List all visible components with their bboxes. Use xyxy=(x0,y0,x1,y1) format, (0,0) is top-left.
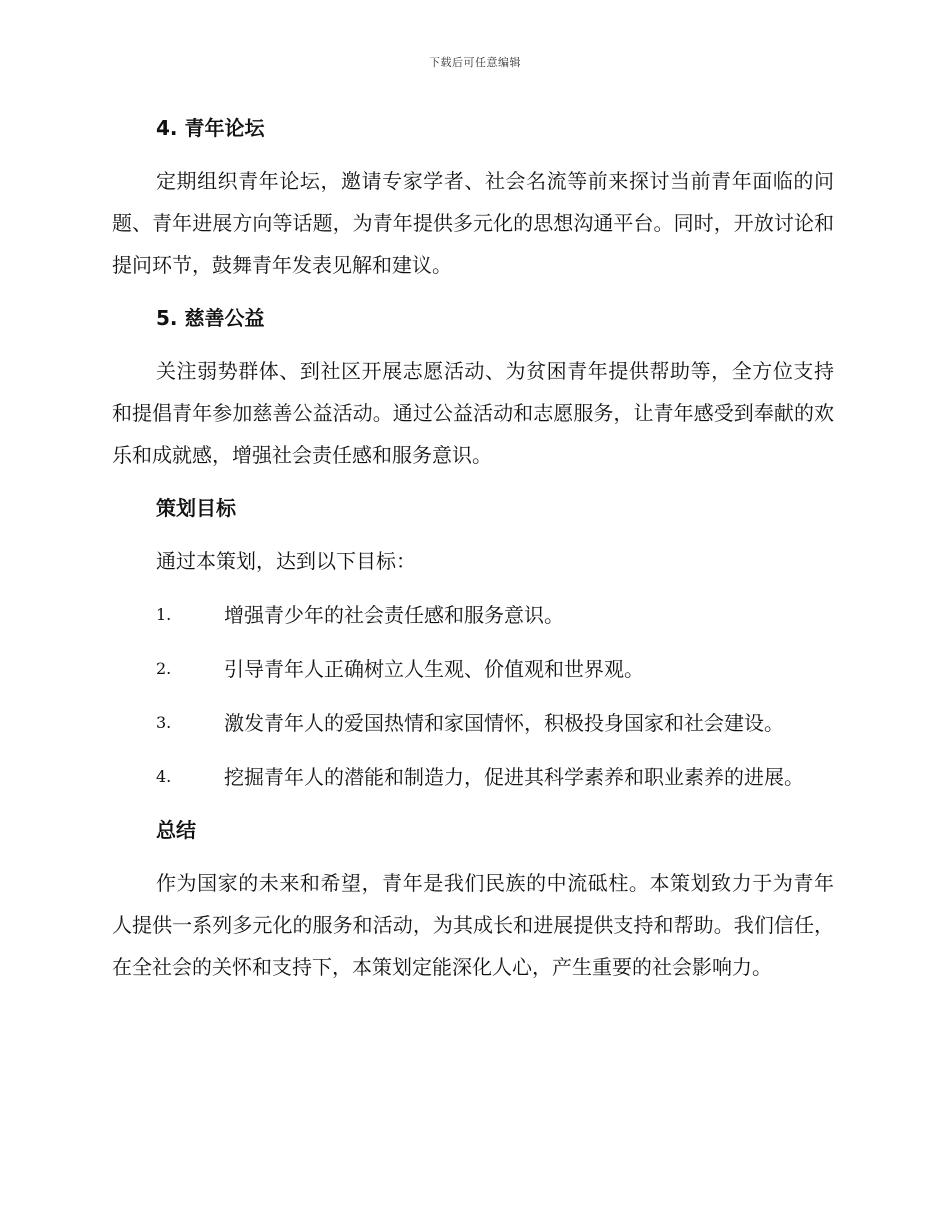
goal-number: 3. xyxy=(156,713,172,732)
goal-text: 挖掘青年人的潜能和制造力，促进其科学素养和职业素养的进展。 xyxy=(224,765,804,789)
goal-text: 增强青少年的社会责任感和服务意识。 xyxy=(224,603,564,627)
goal-number: 2. xyxy=(156,659,172,678)
section-heading-goals: 策划目标 xyxy=(156,496,236,520)
section-body-charity: 关注弱势群体、到社区开展志愿活动、为贫困青年提供帮助等，全方位支持和提倡青年参加慈善公益活动。通过公益活动和志愿服务，让青年感受到奉献的欢乐和成就感，增强社会责任感和服务意识。 xyxy=(112,359,834,467)
goal-text: 引导青年人正确树立人生观、价值观和世界观。 xyxy=(224,657,644,681)
goals-intro: 通过本策划，达到以下目标： xyxy=(156,549,416,573)
goal-item-3 xyxy=(112,702,834,744)
section-body-summary: 作为国家的未来和希望，青年是我们民族的中流砥柱。本策划致力于为青年人提供一系列多元化的服务和活动，为其成长和进展提供支持和帮助。我们信任，在全社会的关怀和支持下，本策划定能深化人心，产生重要的社会影响力。 xyxy=(112,871,834,979)
goal-item-2 xyxy=(112,648,834,690)
goal-text: 激发青年人的爱国热情和家国情怀，积极投身国家和社会建设。 xyxy=(224,711,784,735)
goal-number: 4. xyxy=(156,767,172,786)
section-heading-summary: 总结 xyxy=(156,818,196,842)
document-body xyxy=(112,108,834,988)
goal-item-4 xyxy=(112,756,834,798)
section-heading-forum: 4. 青年论坛 xyxy=(156,116,265,140)
goal-item-1 xyxy=(112,594,834,636)
page-header: 下载后可任意编辑 xyxy=(429,56,521,69)
goal-number: 1. xyxy=(156,605,172,624)
section-heading-charity: 5. 慈善公益 xyxy=(156,306,265,330)
section-body-forum: 定期组织青年论坛，邀请专家学者、社会名流等前来探讨当前青年面临的问题、青年进展方向等话题，为青年提供多元化的思想沟通平台。同时，开放讨论和提问环节，鼓舞青年发表见解和建议。 xyxy=(112,169,834,277)
